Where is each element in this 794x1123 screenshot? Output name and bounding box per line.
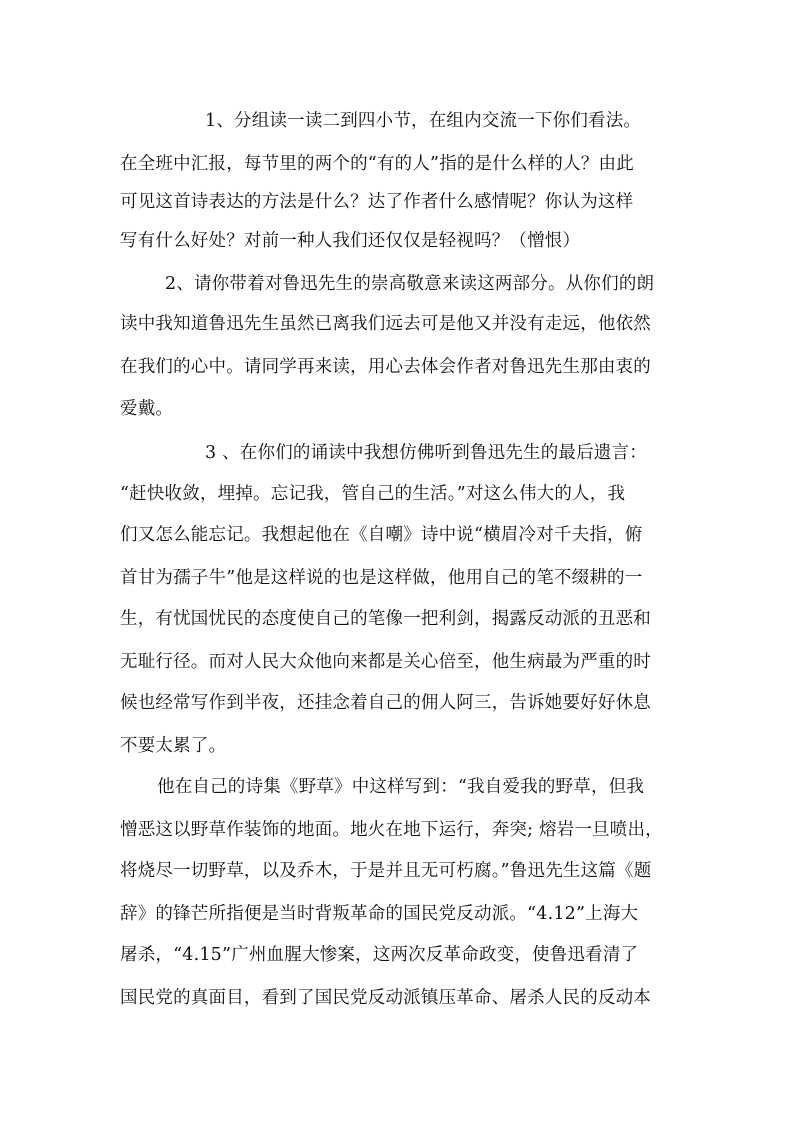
text-line: 屠杀，“4.15”广州血腥大惨案，这两次反革命政变，使鲁迅看清了 xyxy=(120,945,639,965)
text-line: 在我们的心中。请同学再来读，用心去体会作者对鲁迅先生那由衷的 xyxy=(120,357,651,377)
text-line: 2、请你带着对鲁迅先生的崇高敬意来读这两部分。从你们的朗 xyxy=(165,274,655,294)
text-line: 将烧尽一切野草，以及乔木，于是并且无可朽腐。”鲁迅先生这篇《题 xyxy=(120,861,652,881)
text-line: “赶快收敛，埋掉。忘记我，管自己的生活。”对这么伟大的人，我 xyxy=(120,484,626,504)
text-line: 不要太累了。 xyxy=(120,736,227,756)
text-line: 在全班中汇报，每节里的两个的“有的人”指的是什么样的人？由此 xyxy=(120,154,634,174)
text-line: 候也经常写作到半夜，还挂念着自己的佣人阿三，告诉她要好好休息 xyxy=(120,693,651,713)
text-line: 3 、在你们的诵读中我想仿佛听到鲁迅先生的最后遗言： xyxy=(205,443,647,463)
text-line: 读中我知道鲁迅先生虽然已离我们远去可是他又并没有走远，他依然 xyxy=(120,314,651,334)
text-line: 可见这首诗表达的方法是什么？达了作者什么感情呢？你认为这样 xyxy=(120,192,634,212)
text-line: 辞》的锋芒所指便是当时背叛革命的国民党反动派。“4.12”上海大 xyxy=(120,904,639,924)
text-line: 们又怎么能忘记。我想起他在《自嘲》诗中说“横眉冷对千夫指，俯 xyxy=(120,525,643,545)
text-line: 无耻行径。而对人民大众他向来都是关心倍至，他生病最为严重的时 xyxy=(120,652,651,672)
text-line: 他在自己的诗集《野草》中这样写到：“我自爱我的野草，但我 xyxy=(157,777,645,797)
text-line: 国民党的真面目，看到了国民党反动派镇压革命、屠杀人民的反动本 xyxy=(120,988,651,1008)
text-line: 写有什么好处？对前一种人我们还仅仅是轻视吗？（憎恨） xyxy=(120,231,581,251)
text-line: 憎恶这以野草作装饰的地面。地火在地下运行，奔突; 熔岩一旦喷出， xyxy=(120,820,663,840)
text-line: 1、分组读一读二到四小节，在组内交流一下你们看法。 xyxy=(205,111,642,131)
text-line: 爱戴。 xyxy=(120,399,174,419)
text-line: 首甘为孺子牛”他是这样说的也是这样做，他用自己的笔不缀耕的一 xyxy=(120,568,643,588)
text-line: 生，有忧国忧民的态度使自己的笔像一把利剑，揭露反动派的丑恶和 xyxy=(120,609,651,629)
